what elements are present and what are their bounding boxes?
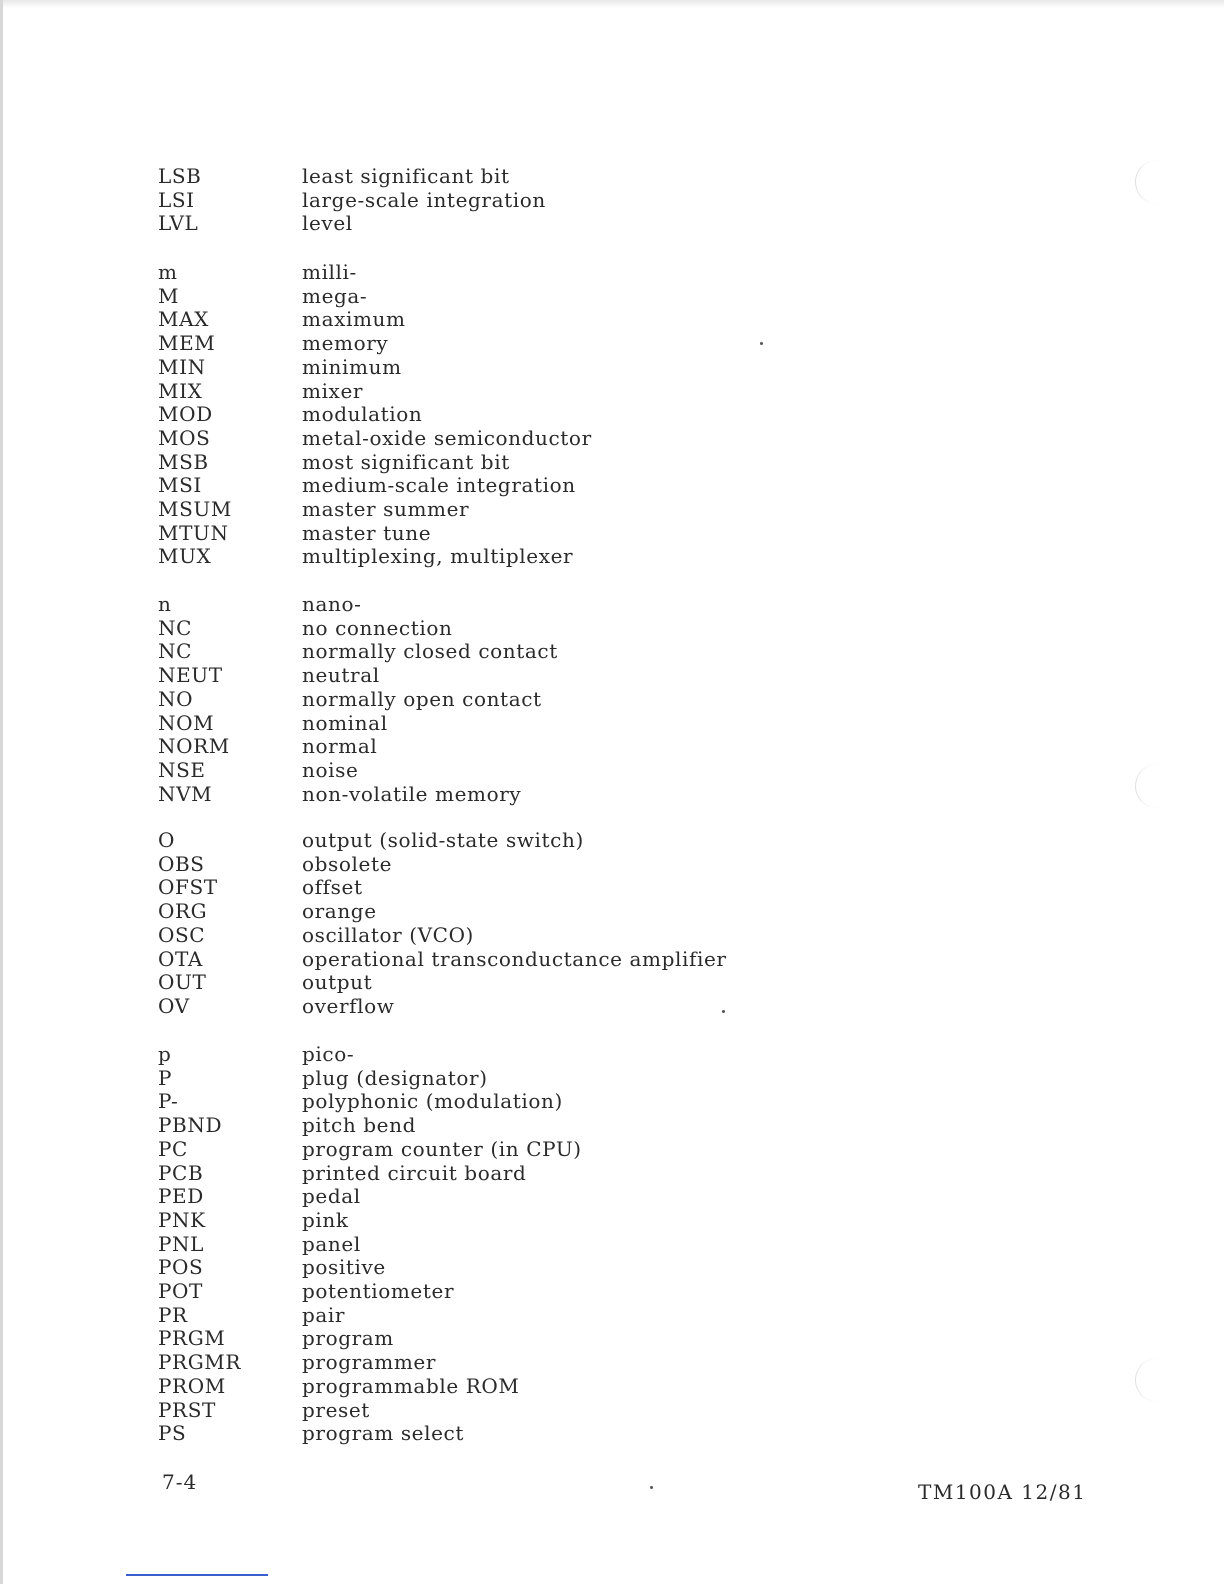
definition: medium-scale integration	[302, 473, 576, 497]
glossary-entry	[0, 970, 1224, 994]
definition: no connection	[302, 616, 453, 640]
definition: memory	[302, 331, 389, 355]
definition: milli-	[302, 260, 357, 284]
glossary-entry	[0, 828, 1224, 852]
document-id: TM100A 12/81	[918, 1480, 1087, 1504]
definition: normal	[302, 734, 378, 758]
glossary-entry	[0, 164, 1224, 188]
abbreviation: O	[158, 828, 175, 852]
glossary-entry	[0, 1303, 1224, 1327]
definition: positive	[302, 1255, 386, 1279]
definition: pico-	[302, 1042, 355, 1066]
glossary-entry	[0, 331, 1224, 355]
abbreviation: PBND	[158, 1113, 223, 1137]
abbreviation: PNK	[158, 1208, 206, 1232]
glossary-entry	[0, 544, 1224, 568]
definition: nano-	[302, 592, 362, 616]
abbreviation: MIX	[158, 379, 203, 403]
definition: normally open contact	[302, 687, 542, 711]
scan-speck	[760, 342, 763, 345]
glossary-entry	[0, 592, 1224, 616]
definition: programmer	[302, 1350, 437, 1374]
definition: program counter (in CPU)	[302, 1137, 582, 1161]
definition: pink	[302, 1208, 349, 1232]
definition: nominal	[302, 711, 388, 735]
definition: large-scale integration	[302, 188, 546, 212]
glossary-entry	[0, 1398, 1224, 1422]
definition: polyphonic (modulation)	[302, 1089, 563, 1113]
glossary-entry	[0, 188, 1224, 212]
definition: normally closed contact	[302, 639, 558, 663]
glossary-entry	[0, 616, 1224, 640]
abbreviation: PRST	[158, 1398, 216, 1422]
definition: obsolete	[302, 852, 393, 876]
abbreviation: MSUM	[158, 497, 232, 521]
glossary-entry	[0, 284, 1224, 308]
definition: preset	[302, 1398, 370, 1422]
definition: maximum	[302, 307, 406, 331]
abbreviation: NOM	[158, 711, 215, 735]
definition: offset	[302, 875, 363, 899]
glossary-entry	[0, 947, 1224, 971]
abbreviation: MSB	[158, 450, 209, 474]
definition: level	[302, 211, 353, 235]
abbreviation: p	[158, 1042, 172, 1066]
glossary-entry	[0, 1232, 1224, 1256]
abbreviation: M	[158, 284, 180, 308]
abbreviation: PED	[158, 1184, 204, 1208]
abbreviation: OSC	[158, 923, 206, 947]
glossary-entry	[0, 1326, 1224, 1350]
definition: program select	[302, 1421, 464, 1445]
abbreviation: MIN	[158, 355, 206, 379]
definition: pedal	[302, 1184, 361, 1208]
definition: neutral	[302, 663, 380, 687]
glossary-entry	[0, 639, 1224, 663]
abbreviation: OTA	[158, 947, 203, 971]
glossary-entry	[0, 379, 1224, 403]
abbreviation: P	[158, 1066, 173, 1090]
glossary-entry	[0, 1089, 1224, 1113]
definition: operational transconductance amplifier	[302, 947, 727, 971]
glossary-entry	[0, 260, 1224, 284]
abbreviation: MUX	[158, 544, 212, 568]
binder-hole-bottom	[1135, 1358, 1180, 1402]
definition: metal-oxide semiconductor	[302, 426, 592, 450]
abbreviation: PROM	[158, 1374, 226, 1398]
definition: plug (designator)	[302, 1066, 488, 1090]
definition: output	[302, 970, 373, 994]
definition: pair	[302, 1303, 346, 1327]
glossary-entry	[0, 1279, 1224, 1303]
abbreviation: MAX	[158, 307, 209, 331]
definition: output (solid-state switch)	[302, 828, 584, 852]
abbreviation: NEUT	[158, 663, 223, 687]
glossary-entry	[0, 450, 1224, 474]
page-top-edge	[0, 0, 1224, 8]
scan-speck	[650, 1486, 653, 1489]
glossary-entry	[0, 1208, 1224, 1232]
footer-rule	[126, 1574, 268, 1576]
glossary-entry	[0, 994, 1224, 1018]
glossary-entry	[0, 521, 1224, 545]
glossary-entry	[0, 923, 1224, 947]
abbreviation: NC	[158, 639, 193, 663]
abbreviation: LSI	[158, 188, 195, 212]
glossary-entry	[0, 402, 1224, 426]
abbreviation: NORM	[158, 734, 230, 758]
glossary-entry	[0, 1042, 1224, 1066]
definition: least significant bit	[302, 164, 510, 188]
glossary-entry	[0, 899, 1224, 923]
glossary-entry	[0, 1421, 1224, 1445]
abbreviation: MOD	[158, 402, 213, 426]
definition: overflow	[302, 994, 395, 1018]
abbreviation: m	[158, 260, 178, 284]
glossary-entry	[0, 758, 1224, 782]
definition: pitch bend	[302, 1113, 416, 1137]
definition: printed circuit board	[302, 1161, 527, 1185]
glossary-entry	[0, 852, 1224, 876]
abbreviation: OUT	[158, 970, 207, 994]
abbreviation: OBS	[158, 852, 205, 876]
abbreviation: MEM	[158, 331, 216, 355]
abbreviation: PRGMR	[158, 1350, 242, 1374]
glossary-entry	[0, 782, 1224, 806]
abbreviation: MSI	[158, 473, 202, 497]
abbreviation: PNL	[158, 1232, 205, 1256]
definition: orange	[302, 899, 377, 923]
glossary-entry	[0, 1184, 1224, 1208]
binder-hole-middle	[1135, 764, 1180, 808]
definition: programmable ROM	[302, 1374, 520, 1398]
definition: master summer	[302, 497, 470, 521]
abbreviation: PR	[158, 1303, 188, 1327]
definition: oscillator (VCO)	[302, 923, 474, 947]
abbreviation: n	[158, 592, 172, 616]
page-number: 7-4	[162, 1470, 198, 1494]
abbreviation: MOS	[158, 426, 211, 450]
abbreviation: PC	[158, 1137, 188, 1161]
definition: noise	[302, 758, 359, 782]
glossary-entry	[0, 1255, 1224, 1279]
definition: panel	[302, 1232, 361, 1256]
glossary-entry	[0, 497, 1224, 521]
abbreviation: OV	[158, 994, 190, 1018]
abbreviation: MTUN	[158, 521, 229, 545]
definition: modulation	[302, 402, 423, 426]
glossary-entry	[0, 1374, 1224, 1398]
abbreviation: NC	[158, 616, 193, 640]
glossary-entry	[0, 1350, 1224, 1374]
abbreviation: NSE	[158, 758, 206, 782]
definition: multiplexing, multiplexer	[302, 544, 574, 568]
abbreviation: ORG	[158, 899, 208, 923]
abbreviation: PRGM	[158, 1326, 226, 1350]
glossary-entry	[0, 1066, 1224, 1090]
abbreviation: NO	[158, 687, 194, 711]
glossary-entry	[0, 355, 1224, 379]
abbreviation: LSB	[158, 164, 202, 188]
glossary-entry	[0, 1137, 1224, 1161]
definition: non-volatile memory	[302, 782, 522, 806]
definition: minimum	[302, 355, 402, 379]
glossary-entry	[0, 663, 1224, 687]
abbreviation: PCB	[158, 1161, 204, 1185]
glossary-entry	[0, 307, 1224, 331]
glossary-entry	[0, 734, 1224, 758]
abbreviation: NVM	[158, 782, 213, 806]
definition: most significant bit	[302, 450, 510, 474]
definition: program	[302, 1326, 394, 1350]
glossary-entry	[0, 1161, 1224, 1185]
glossary-entry	[0, 875, 1224, 899]
definition: mega-	[302, 284, 368, 308]
binder-hole-top	[1135, 160, 1180, 204]
abbreviation: POS	[158, 1255, 204, 1279]
scan-speck	[722, 1010, 725, 1013]
glossary-entry	[0, 473, 1224, 497]
definition: potentiometer	[302, 1279, 455, 1303]
abbreviation: PS	[158, 1421, 187, 1445]
abbreviation: POT	[158, 1279, 203, 1303]
glossary-entry	[0, 426, 1224, 450]
abbreviation: P-	[158, 1089, 179, 1113]
abbreviation: OFST	[158, 875, 218, 899]
glossary-entry	[0, 211, 1224, 235]
glossary-entry	[0, 1113, 1224, 1137]
abbreviation: LVL	[158, 211, 199, 235]
definition: mixer	[302, 379, 364, 403]
glossary-entry	[0, 687, 1224, 711]
glossary-entry	[0, 711, 1224, 735]
definition: master tune	[302, 521, 432, 545]
